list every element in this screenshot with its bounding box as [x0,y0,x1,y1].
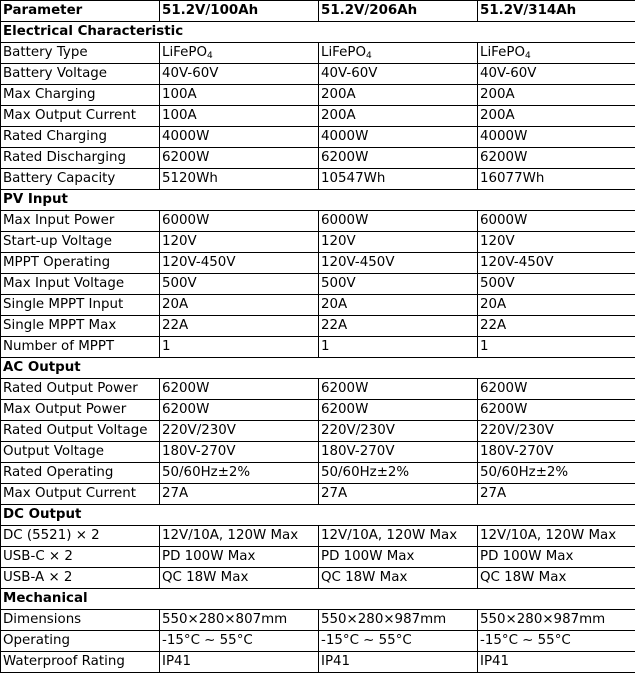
table-row [1,232,635,253]
parameter-label: Max Input Voltage [1,274,160,295]
table-row [1,85,635,106]
value-cell: LiFePO$_4$ [478,43,635,64]
parameter-label: Battery Capacity [1,169,160,190]
header-row [1,1,635,22]
table-row [1,211,635,232]
value-cell: 40V-60V [160,64,319,85]
value-cell: 6200W [319,148,478,169]
value-cell: 4000W [319,127,478,148]
header-cell-parameter: Parameter [1,1,160,22]
value-cell: 500V [319,274,478,295]
table-row [1,148,635,169]
value-cell: 4000W [478,127,635,148]
value-cell: 180V-270V [160,442,319,463]
table-row [1,631,635,652]
section-row [1,190,635,211]
value-cell: 500V [160,274,319,295]
table-row [1,526,635,547]
table-row [1,442,635,463]
value-cell: 50/60Hz±2% [160,463,319,484]
table-row [1,547,635,568]
value-cell: 200A [478,106,635,127]
value-cell: 220V/230V [319,421,478,442]
value-cell: 27A [478,484,635,505]
value-cell: 550×280×807mm [160,610,319,631]
section-title: Electrical Characteristic [1,22,635,43]
value-cell: 120V [160,232,319,253]
value-cell: LiFePO$_4$ [319,43,478,64]
table-row [1,337,635,358]
value-cell: 12V/10A, 120W Max [478,526,635,547]
value-cell: IP41 [319,652,478,673]
value-cell: 6000W [319,211,478,232]
value-cell: 27A [160,484,319,505]
value-cell: QC 18W Max [319,568,478,589]
value-cell: -15°C ~ 55°C [319,631,478,652]
value-cell: PD 100W Max [319,547,478,568]
table-row [1,568,635,589]
parameter-label: Max Input Power [1,211,160,232]
table-row [1,169,635,190]
value-cell: QC 18W Max [478,568,635,589]
table-row [1,295,635,316]
parameter-label: Rated Output Voltage [1,421,160,442]
parameter-label: Single MPPT Max [1,316,160,337]
value-cell: 4000W [160,127,319,148]
section-row [1,505,635,526]
value-cell: 6200W [478,379,635,400]
value-cell: 27A [319,484,478,505]
parameter-label: Max Output Power [1,400,160,421]
value-cell: 120V [319,232,478,253]
value-cell: 12V/10A, 120W Max [160,526,319,547]
parameter-label: Operating [1,631,160,652]
table-row [1,610,635,631]
value-cell: 200A [319,106,478,127]
value-cell: 120V-450V [160,253,319,274]
table-row [1,43,635,64]
table-row [1,421,635,442]
header-cell-model-206ah: 51.2V/206Ah [319,1,478,22]
value-cell: 12V/10A, 120W Max [319,526,478,547]
value-cell: 20A [478,295,635,316]
value-cell: QC 18W Max [160,568,319,589]
value-cell: 6200W [160,400,319,421]
table-row [1,274,635,295]
value-cell: 550×280×987mm [319,610,478,631]
value-cell: LiFePO$_4$ [160,43,319,64]
value-cell: 220V/230V [478,421,635,442]
value-cell: 22A [478,316,635,337]
parameter-label: Battery Type [1,43,160,64]
value-cell: 6200W [478,400,635,421]
value-cell: PD 100W Max [160,547,319,568]
parameter-label: USB-A × 2 [1,568,160,589]
value-cell: 50/60Hz±2% [319,463,478,484]
table-row [1,652,635,673]
section-title: Mechanical [1,589,635,610]
value-cell: 200A [319,85,478,106]
value-cell: 40V-60V [319,64,478,85]
table-row [1,106,635,127]
parameter-label: Number of MPPT [1,337,160,358]
table-row [1,484,635,505]
table-row [1,316,635,337]
value-cell: 20A [160,295,319,316]
value-cell: IP41 [160,652,319,673]
table-row [1,400,635,421]
parameter-label: Dimensions [1,610,160,631]
value-cell: 22A [160,316,319,337]
parameter-label: Start-up Voltage [1,232,160,253]
parameter-label: Single MPPT Input [1,295,160,316]
value-cell: 1 [319,337,478,358]
value-cell: 22A [319,316,478,337]
value-cell: 6000W [160,211,319,232]
value-cell: 40V-60V [478,64,635,85]
value-cell: IP41 [478,652,635,673]
parameter-label: Rated Output Power [1,379,160,400]
value-cell: 1 [478,337,635,358]
value-cell: 200A [478,85,635,106]
value-cell: 120V-450V [478,253,635,274]
value-cell: 1 [160,337,319,358]
value-cell: 5120Wh [160,169,319,190]
table-row [1,127,635,148]
value-cell: 100A [160,85,319,106]
value-cell: 180V-270V [319,442,478,463]
value-cell: PD 100W Max [478,547,635,568]
value-cell: 550×280×987mm [478,610,635,631]
section-title: AC Output [1,358,635,379]
value-cell: 100A [160,106,319,127]
value-cell: 6200W [478,148,635,169]
value-cell: 180V-270V [478,442,635,463]
parameter-label: Max Output Current [1,484,160,505]
table-row [1,253,635,274]
value-cell: 50/60Hz±2% [478,463,635,484]
parameter-label: Rated Charging [1,127,160,148]
value-cell: 6200W [160,379,319,400]
spec-table-body [1,22,635,673]
value-cell: 6200W [160,148,319,169]
section-title: DC Output [1,505,635,526]
table-row [1,379,635,400]
section-row [1,22,635,43]
value-cell: 120V-450V [319,253,478,274]
parameter-label: Battery Voltage [1,64,160,85]
value-cell: -15°C ~ 55°C [478,631,635,652]
value-cell: 10547Wh [319,169,478,190]
parameter-label: USB-C × 2 [1,547,160,568]
parameter-label: Output Voltage [1,442,160,463]
header-cell-model-314ah: 51.2V/314Ah [478,1,635,22]
value-cell: 120V [478,232,635,253]
value-cell: -15°C ~ 55°C [160,631,319,652]
value-cell: 6000W [478,211,635,232]
value-cell: 6200W [319,400,478,421]
parameter-label: Waterproof Rating [1,652,160,673]
parameter-label: MPPT Operating [1,253,160,274]
value-cell: 220V/230V [160,421,319,442]
parameter-label: Max Charging [1,85,160,106]
value-cell: 500V [478,274,635,295]
value-cell: 20A [319,295,478,316]
table-row [1,463,635,484]
parameter-label: Rated Operating [1,463,160,484]
value-cell: 16077Wh [478,169,635,190]
section-title: PV Input [1,190,635,211]
value-cell: 6200W [319,379,478,400]
parameter-label: Rated Discharging [1,148,160,169]
section-row [1,589,635,610]
parameter-label: DC (5521) × 2 [1,526,160,547]
table-row [1,64,635,85]
header-cell-model-100ah: 51.2V/100Ah [160,1,319,22]
section-row [1,358,635,379]
parameter-label: Max Output Current [1,106,160,127]
